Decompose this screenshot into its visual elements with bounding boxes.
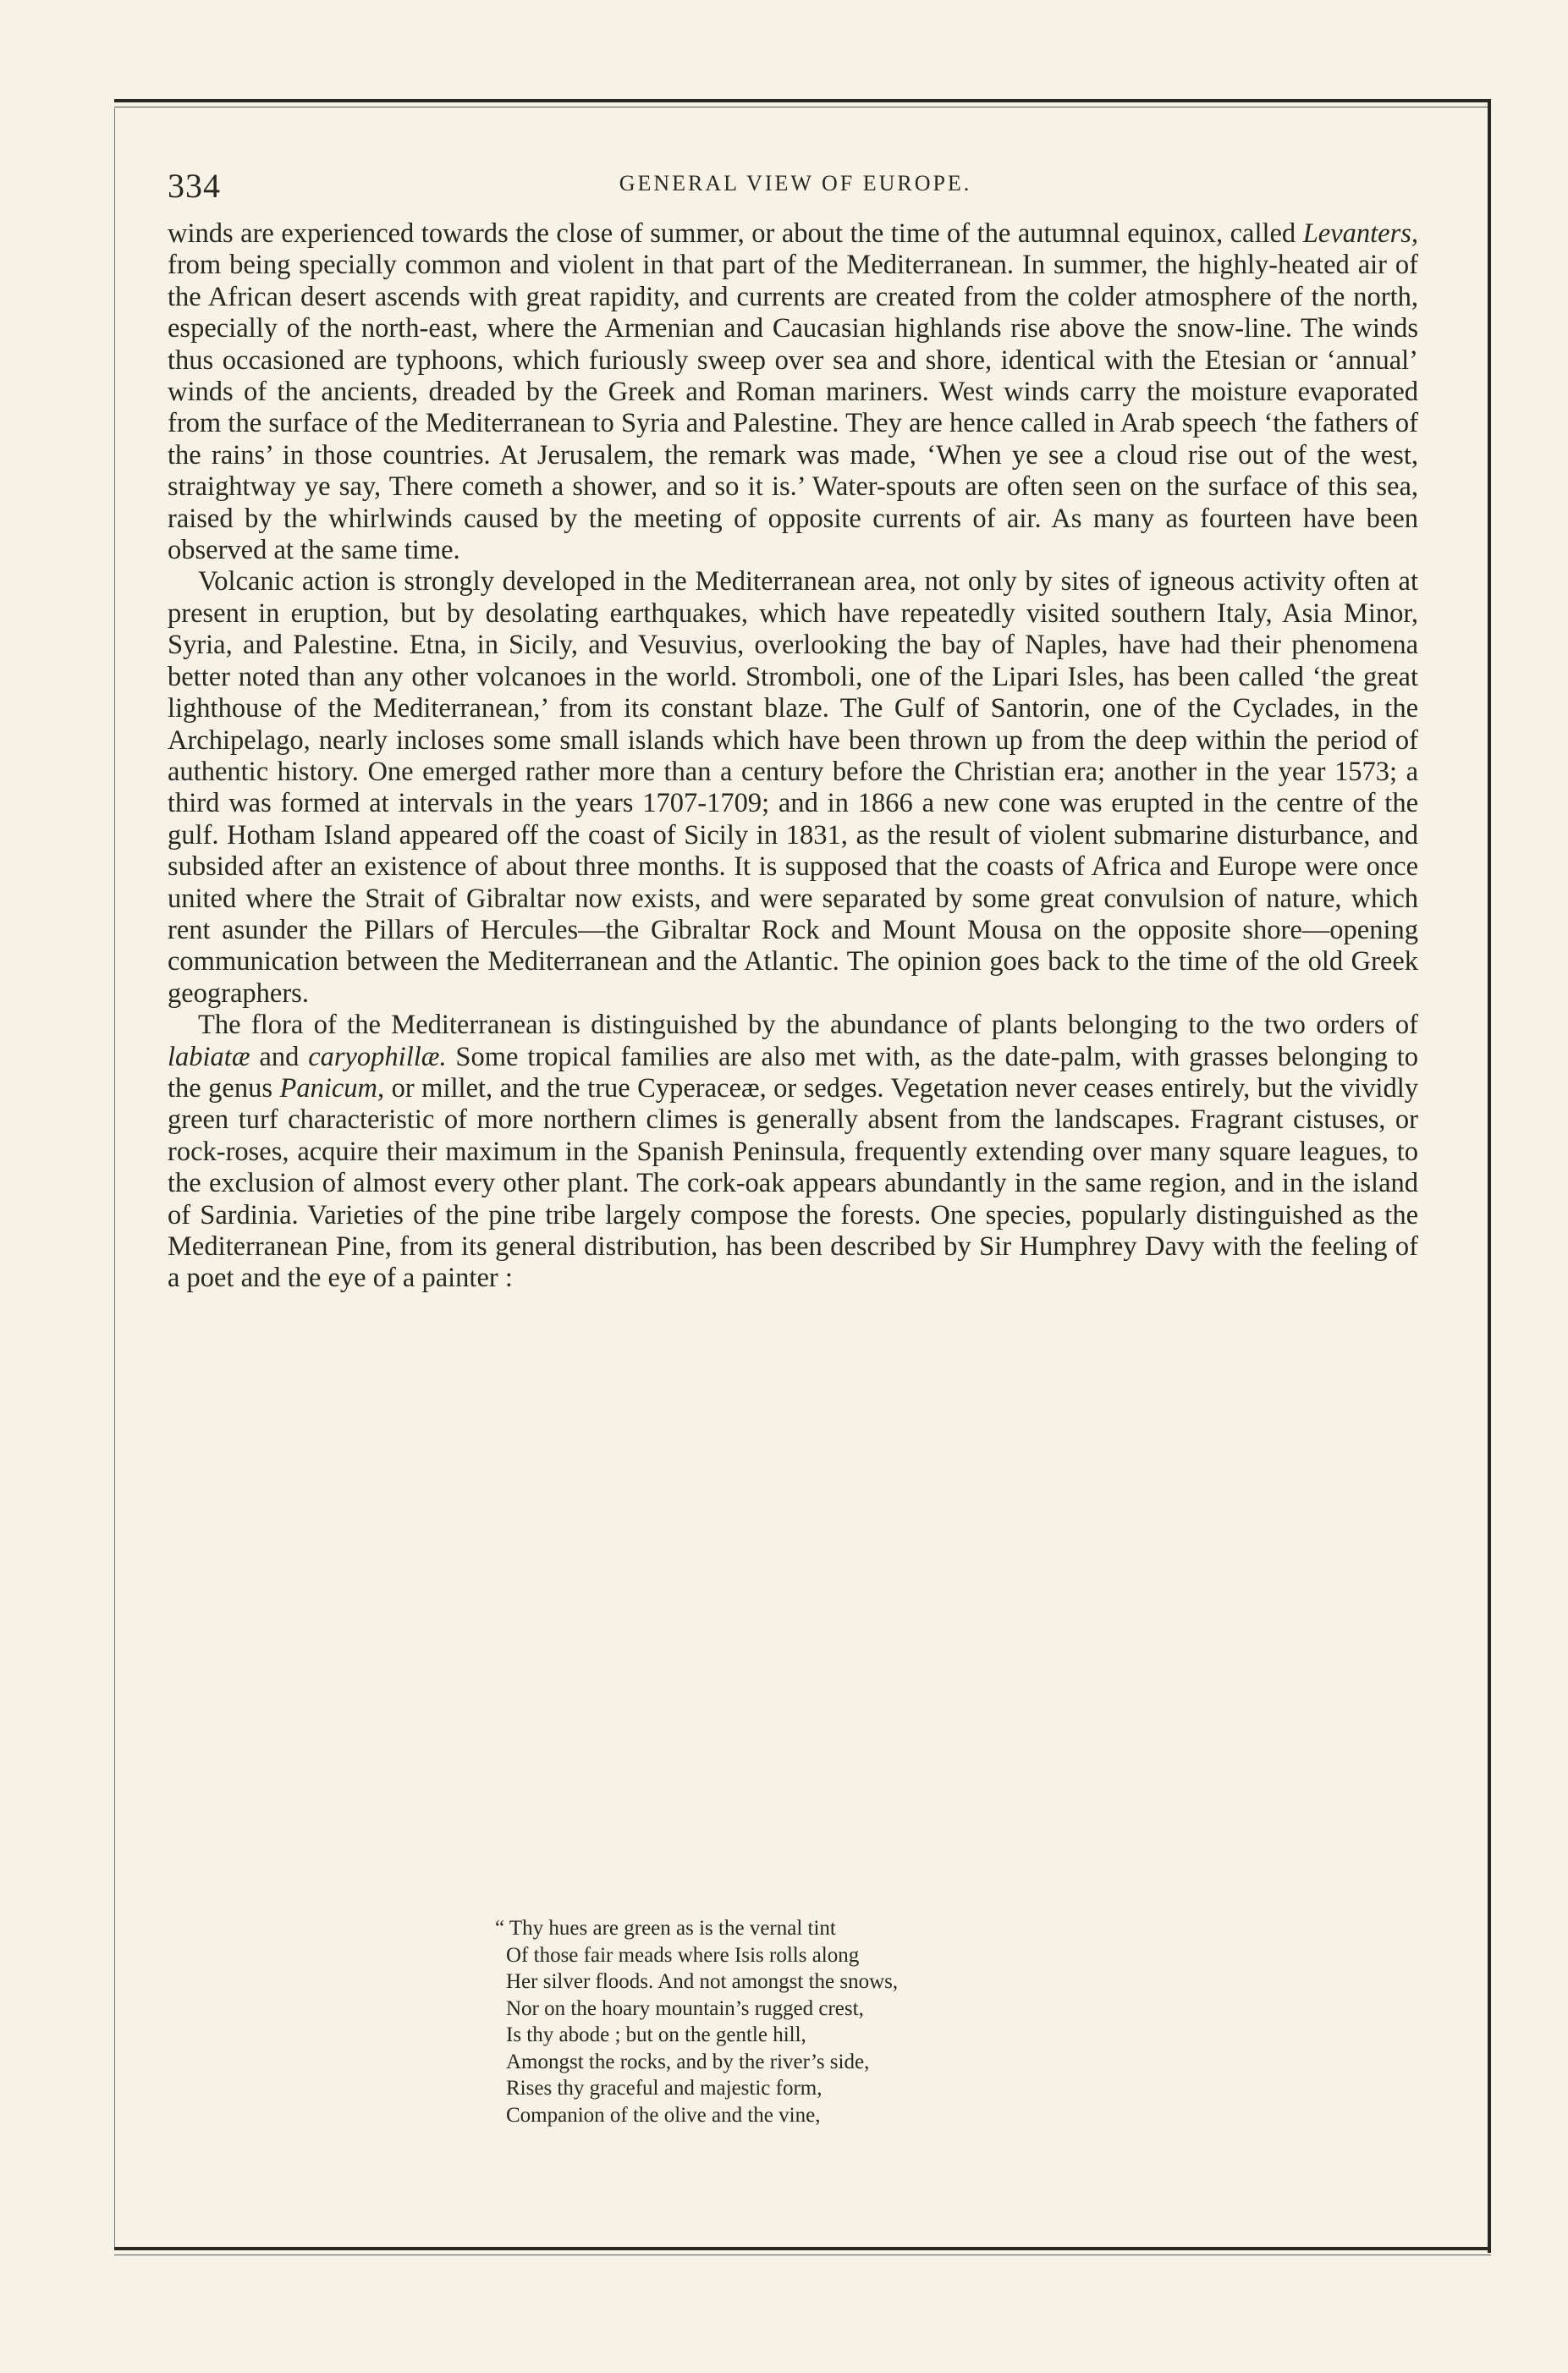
right-border-rule (1488, 99, 1491, 2253)
quote-line: Amongst the rocks, and by the river’s side, (506, 2050, 870, 2073)
body-text (168, 218, 1418, 1295)
quote-line: Rises thy graceful and majestic form, (506, 2077, 823, 2100)
quote-line: “ Thy hues are green as is the vernal tint (495, 1917, 836, 1940)
paragraph-winds: winds are experienced towards the close of summer, or about the time of the autumnal equinox, called Levanters, from being specially common and violent in that part of the Mediterranean. In summer, the highly-heated air of the African desert ascends with great rapidity, and currents are created from the colder atmosphere of the north, especially of the north-east, where the Armenian and Caucasian highlands rise above the snow-line. The winds thus occasioned are typhoons, which furiously sweep over sea and shore, identical with the Etesian or ‘annual’ winds of the ancients, dreaded by the Greek and Roman mariners. West winds carry the moisture evaporated from the surface of the Mediterranean to Syria and Palestine. They are hence called in Arab speech ‘the fathers of the rains’ in those countries. At Jerusalem, the remark was made, ‘When ye see a cloud rise out of the west, straightway ye say, There cometh a shower, and so it is.’ Water-spouts are often seen on the surface of this sea, raised by the whirlwinds caused by the meeting of opposite currents of air. As many as fourteen have been observed at the same time. (168, 218, 1418, 566)
paragraph-volcanic: Volcanic action is strongly developed in the Mediterranean area, not only by sites of igneous activity often at present in eruption, but by desolating earthquakes, which have repeatedly visited southern Italy, Asia Minor, Syria, and Palestine. Etna, in Sicily, and Vesuvius, overlooking the bay of Naples, have had their phenomena better noted than any other volcanoes in the world. Stromboli, one of the Lipari Isles, has been called ‘the great lighthouse of the Mediterranean,’ from its constant blaze. The Gulf of Santorin, one of the Cyclades, in the Archipelago, nearly incloses some small islands which have been thrown up from the deep within the period of authentic history. One emerged rather more than a century before the Christian era; another in the year 1573; a third was formed at intervals in the years 1707-1709; and in 1866 a new cone was erupted in the centre of the gulf. Hotham Island appeared off the coast of Sicily in 1831, as the result of violent submarine disturbance, and subsided after an existence of about three months. It is supposed that the coasts of Africa and Europe were once united where the Strait of Gibraltar now exists, and were separated by some great convulsion of nature, which rent asunder the Pillars of Hercules—the Gibraltar Rock and Mount Mousa on the opposite shore—opening communication between the Mediterranean and the Atlantic. The opinion goes back to the time of the old Greek geographers. (168, 566, 1418, 1009)
term-levanters: Levanters, (1302, 218, 1418, 249)
quote-line: Nor on the hoary mountain’s rugged crest, (506, 1996, 864, 2020)
bottom-border-rule (114, 2247, 1491, 2250)
top-border-rule (114, 99, 1489, 102)
quote-line: Her silver floods. And not amongst the snows, (506, 1970, 899, 1993)
quote-line: Companion of the olive and the vine, (506, 2103, 821, 2127)
paragraph-flora: The flora of the Mediterranean is distinguished by the abundance of plants belonging to the two orders of labiatæ and caryophillæ. Some tropical families are also met with, as the date-palm, with grasses belonging to the genus Panicum, or millet, and the true Cyperaceæ, or sedges. Vegetation never ceases entirely, but the vividly green turf characteristic of more northern climes is generally absent from the landscapes. Fragrant cistuses, or rock-roses, acquire their maximum in the Spanish Peninsula, frequently extending over many square leagues, to the exclusion of almost every other plant. The cork-oak appears abundantly in the same region, and in the island of Sardinia. Varieties of the pine tribe largely compose the forests. One species, popularly distinguished as the Mediterranean Pine, from its general distribution, has been described by Sir Humphrey Davy with the feeling of a poet and the eye of a painter : (168, 1010, 1418, 1294)
quote-line: Of those fair meads where Isis rolls along (506, 1943, 860, 1967)
term-labiatae: labiatæ (168, 1041, 250, 1072)
term-caryophillae: caryophillæ. (308, 1041, 447, 1072)
running-head: GENERAL VIEW OF EUROPE. (619, 171, 972, 195)
poem-quote (495, 1915, 1070, 2128)
quote-line: Is thy abode ; but on the gentle hill, (506, 2023, 806, 2046)
page-number: 334 (168, 167, 221, 205)
left-border-rule (114, 108, 115, 2249)
term-panicum: Panicum, (279, 1072, 385, 1104)
